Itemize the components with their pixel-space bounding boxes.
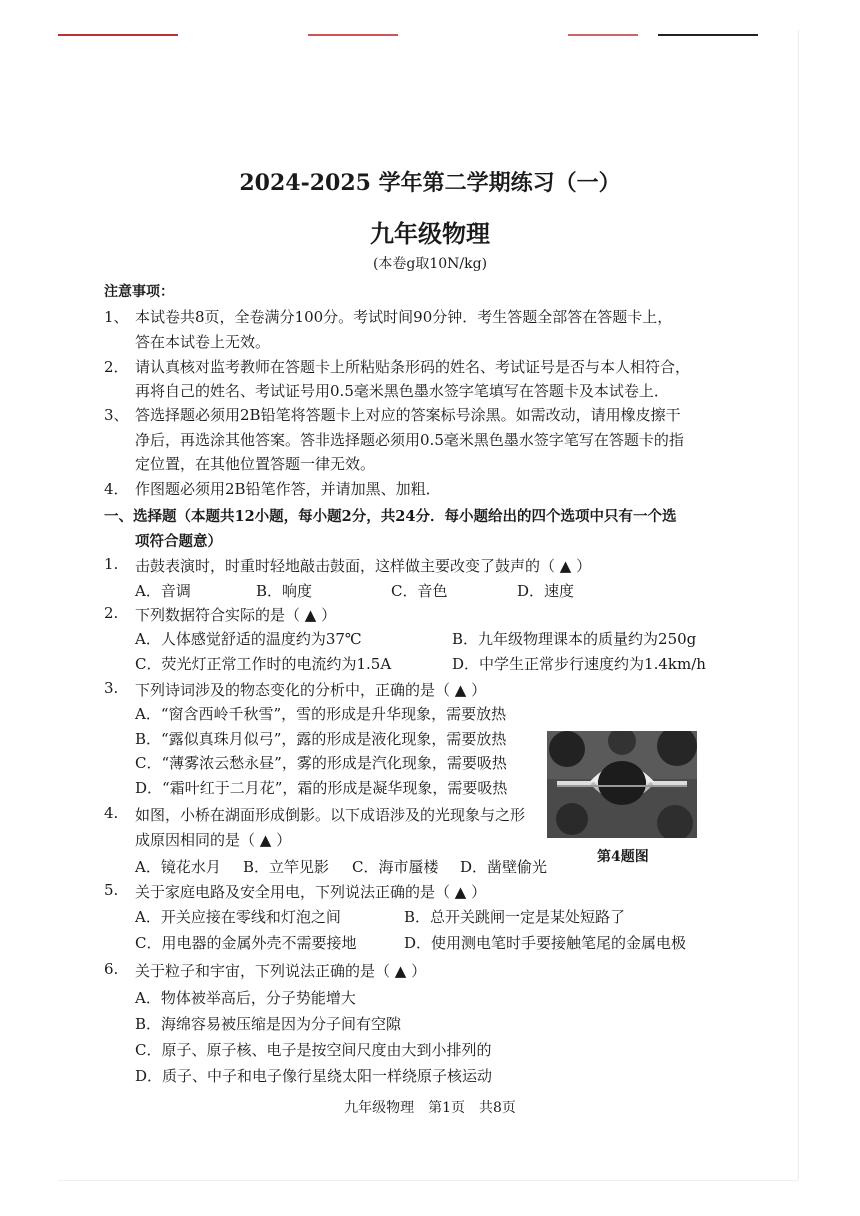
note-line: 净后，再选涂其他答案。答非选择题必须用0.5毫米黑色墨水签字笔写在答题卡的指 [135, 431, 684, 449]
option-a: A．“窗含西岭千秋雪”，雪的形成是升华现象，需要放热 [135, 705, 507, 723]
bridge-reflection-photo [547, 731, 697, 838]
option-c: C．“薄雾浓云愁永昼”，雾的形成是汽化现象，需要吸热 [135, 754, 507, 772]
note-line: 请认真核对监考教师在答题卡上所粘贴条形码的姓名、考试证号是否与本人相符合， [135, 358, 691, 376]
note-number: 2． [104, 358, 129, 376]
notes-heading: 注意事项： [104, 284, 174, 300]
option-b: B．海绵容易被压缩是因为分子间有空隙 [135, 1015, 402, 1033]
question-stem: 下列数据符合实际的是（ ▲ ） [135, 606, 337, 624]
option-d: D．速度 [517, 582, 575, 600]
question-number: 6. [104, 960, 119, 978]
exam-title: 2024-2025 学年第二学期练习（一） [239, 170, 621, 196]
question-number: 4. [104, 804, 119, 822]
note-line: 再将自己的姓名、考试证号用0.5毫米黑色墨水签字笔填写在答题卡及本试卷上． [135, 382, 669, 400]
option-c: C．荧光灯正常工作时的电流约为1.5A [135, 655, 392, 673]
question-stem-cont: 成原因相同的是（ ▲ ） [135, 831, 292, 849]
option-c: C．用电器的金属外壳不需要接地 [135, 934, 357, 952]
note-line: 答选择题必须用2B铅笔将答题卡上对应的答案标号涂黑。如需改动，请用橡皮擦干 [135, 406, 681, 424]
option-d: D．使用测电笔时手要接触笔尾的金属电极 [404, 934, 687, 952]
question-number: 3. [104, 679, 119, 697]
option-b: B．立竿见影 [243, 858, 330, 876]
figure-caption: 第4题图 [597, 849, 649, 865]
question-stem: 如图，小桥在湖面形成倒影。以下成语涉及的光现象与之形 [135, 806, 526, 824]
note-number: 1、 [104, 308, 129, 326]
option-a: A．镜花水月 [135, 858, 221, 876]
note-line: 答在本试卷上无效。 [135, 333, 271, 351]
option-c: C．海市蜃楼 [352, 858, 439, 876]
note-line: 作图题必须用2B铅笔作答，并请加黑、加粗． [135, 480, 441, 498]
question-stem: 下列诗词涉及的物态变化的分析中，正确的是（ ▲ ） [135, 681, 487, 699]
note-number: 3、 [104, 406, 129, 424]
section-heading: 一、选择题（本题共12小题，每小题2分，共24分．每小题给出的四个选项中只有一个选 [104, 508, 677, 525]
option-b: B．总开关跳闸一定是某处短路了 [404, 908, 626, 926]
option-b: B．响度 [256, 582, 313, 600]
option-d: D．质子、中子和电子像行星绕太阳一样绕原子核运动 [135, 1067, 493, 1085]
option-b: B．九年级物理课本的质量约为250g [452, 630, 697, 648]
section-heading-cont: 项符合题意） [135, 533, 222, 550]
question-number: 1. [104, 555, 119, 573]
option-a: A．音调 [135, 582, 191, 600]
option-d: D．“霜叶红于二月花”，霜的形成是凝华现象，需要吸热 [135, 779, 508, 797]
scan-edge-top [58, 34, 758, 36]
g-value-note: (本卷g取10N/kg) [372, 256, 488, 272]
note-line: 本试卷共8页，全卷满分100分。考试时间90分钟．考生答题全部答在答题卡上， [135, 308, 673, 326]
question-stem: 关于粒子和宇宙，下列说法正确的是（ ▲ ） [135, 962, 427, 980]
option-b: B．“露似真珠月似弓”，露的形成是液化现象，需要放热 [135, 730, 507, 748]
option-d: D．中学生正常步行速度约为1.4km/h [452, 655, 706, 673]
exam-subject: 九年级物理 [370, 219, 490, 248]
scan-edge-right [798, 30, 799, 1180]
scan-edge-bottom [58, 1180, 798, 1181]
page-footer: 九年级物理 第1页 共8页 [344, 1100, 516, 1116]
option-a: A．人体感觉舒适的温度约为37℃ [135, 630, 362, 648]
note-line: 定位置，在其他位置答题一律无效。 [135, 455, 376, 473]
question-stem: 关于家庭电路及安全用电，下列说法正确的是（ ▲ ） [135, 883, 487, 901]
note-number: 4． [104, 480, 129, 498]
question-number: 2. [104, 604, 119, 622]
option-d: D．凿壁偷光 [460, 858, 548, 876]
option-a: A．开关应接在零线和灯泡之间 [135, 908, 341, 926]
question-stem: 击鼓表演时，时重时轻地敲击鼓面，这样做主要改变了鼓声的（ ▲ ） [135, 557, 592, 575]
option-a: A．物体被举高后，分子势能增大 [135, 989, 356, 1007]
option-c: C．原子、原子核、电子是按空间尺度由大到小排列的 [135, 1041, 492, 1059]
question-number: 5. [104, 881, 119, 899]
option-c: C．音色 [391, 582, 448, 600]
